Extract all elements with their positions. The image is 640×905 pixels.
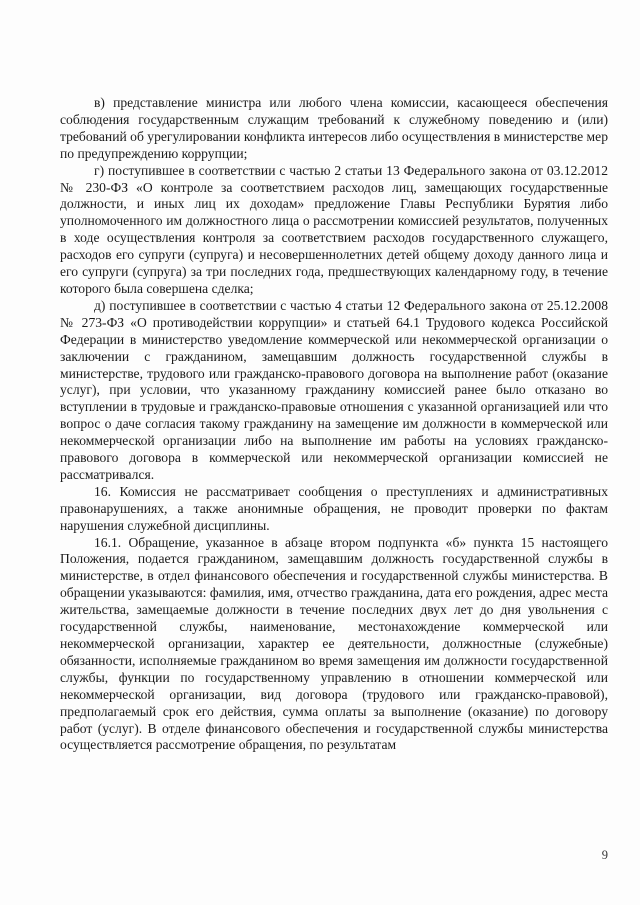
paragraph-d: д) поступившее в соответствии с частью 4 статьи 12 Федерального закона от 25.12.2008 № 273-ФЗ «О противодействии коррупции» и статьей 64.1 Трудового кодекса Российской Федерации в министерство уведомление коммерческой или некоммерческой организации о заключении с гражданином, замещавшим должность государственной службы в министерстве, трудового или гражданско-правового договора на выполнение работ (оказание услуг), при условии, что указанному гражданину комиссией ранее было отказано во вступлении в трудовые и гражданско-правовые отношения с указанной организацией или что вопрос о даче согласия такому гражданину на замещение им должности в коммерческой или некоммерческой организации либо на выполнение им работы на условиях гражданско-правового договора в коммерческой или некоммерческой организации комиссией не рассматривался. xyxy=(60,297,608,482)
paragraph-v: в) представление министра или любого члена комиссии, касающееся обеспечения соблюдения государственным служащим требований к служебному поведению и (или) требований об урегулировании конфликта интересов либо осуществления в министерстве мер по предупреждению коррупции; xyxy=(60,95,608,161)
page-number: 9 xyxy=(601,848,608,862)
paragraph-16: 16. Комиссия не рассматривает сообщения о преступлениях и административных правонарушениях, а также анонимные обращения, не проводит проверки по фактам нарушения служебной дисциплины. xyxy=(60,483,608,533)
paragraph-g: г) поступившее в соответствии с частью 2 статьи 13 Федерального закона от 03.12.2012 № 230-ФЗ «О контроле за соответствием расходов лиц, замещающих государственные должности, и иных лиц их доходам» предложение Главы Республики Бурятия либо уполномоченного им должностного лица о рассмотрении комиссией результатов, полученных в ходе осуществления контроля за соответствием расходов государственного служащего, расходов его супруги (супруга) и несовершеннолетних детей общему доходу данного лица и его супруги (супруга) за три последних года, предшествующих календарному году, в течение которого была совершена сделка; xyxy=(60,162,608,296)
paragraph-16-1: 16.1. Обращение, указанное в абзаце втором подпункта «б» пункта 15 настоящего Положения, подается гражданином, замещавшим должность государственной службы в министерстве, в отдел финансового обеспечения и государственной службы министерства. В обращении указываются: фамилия, имя, отчество гражданина, дата его рождения, адрес места жительства, замещаемые должности в течение последних двух лет до дня увольнения с государственной службы, наименование, местонахождение коммерческой или некоммерческой организации, характер ее деятельности, должностные (служебные) обязанности, исполняемые гражданином во время замещения им должности государственной службы, функции по государственному управлению в отношении коммерческой или некоммерческой организации, вид договора (трудового или гражданско-правовой), предполагаемый срок его действия, сумма оплаты за выполнение (оказание) по договору работ (услуг). В отделе финансового обеспечения и государственной службы министерства осуществляется рассмотрение обращения, по результатам xyxy=(60,534,608,753)
document-body xyxy=(60,95,608,754)
